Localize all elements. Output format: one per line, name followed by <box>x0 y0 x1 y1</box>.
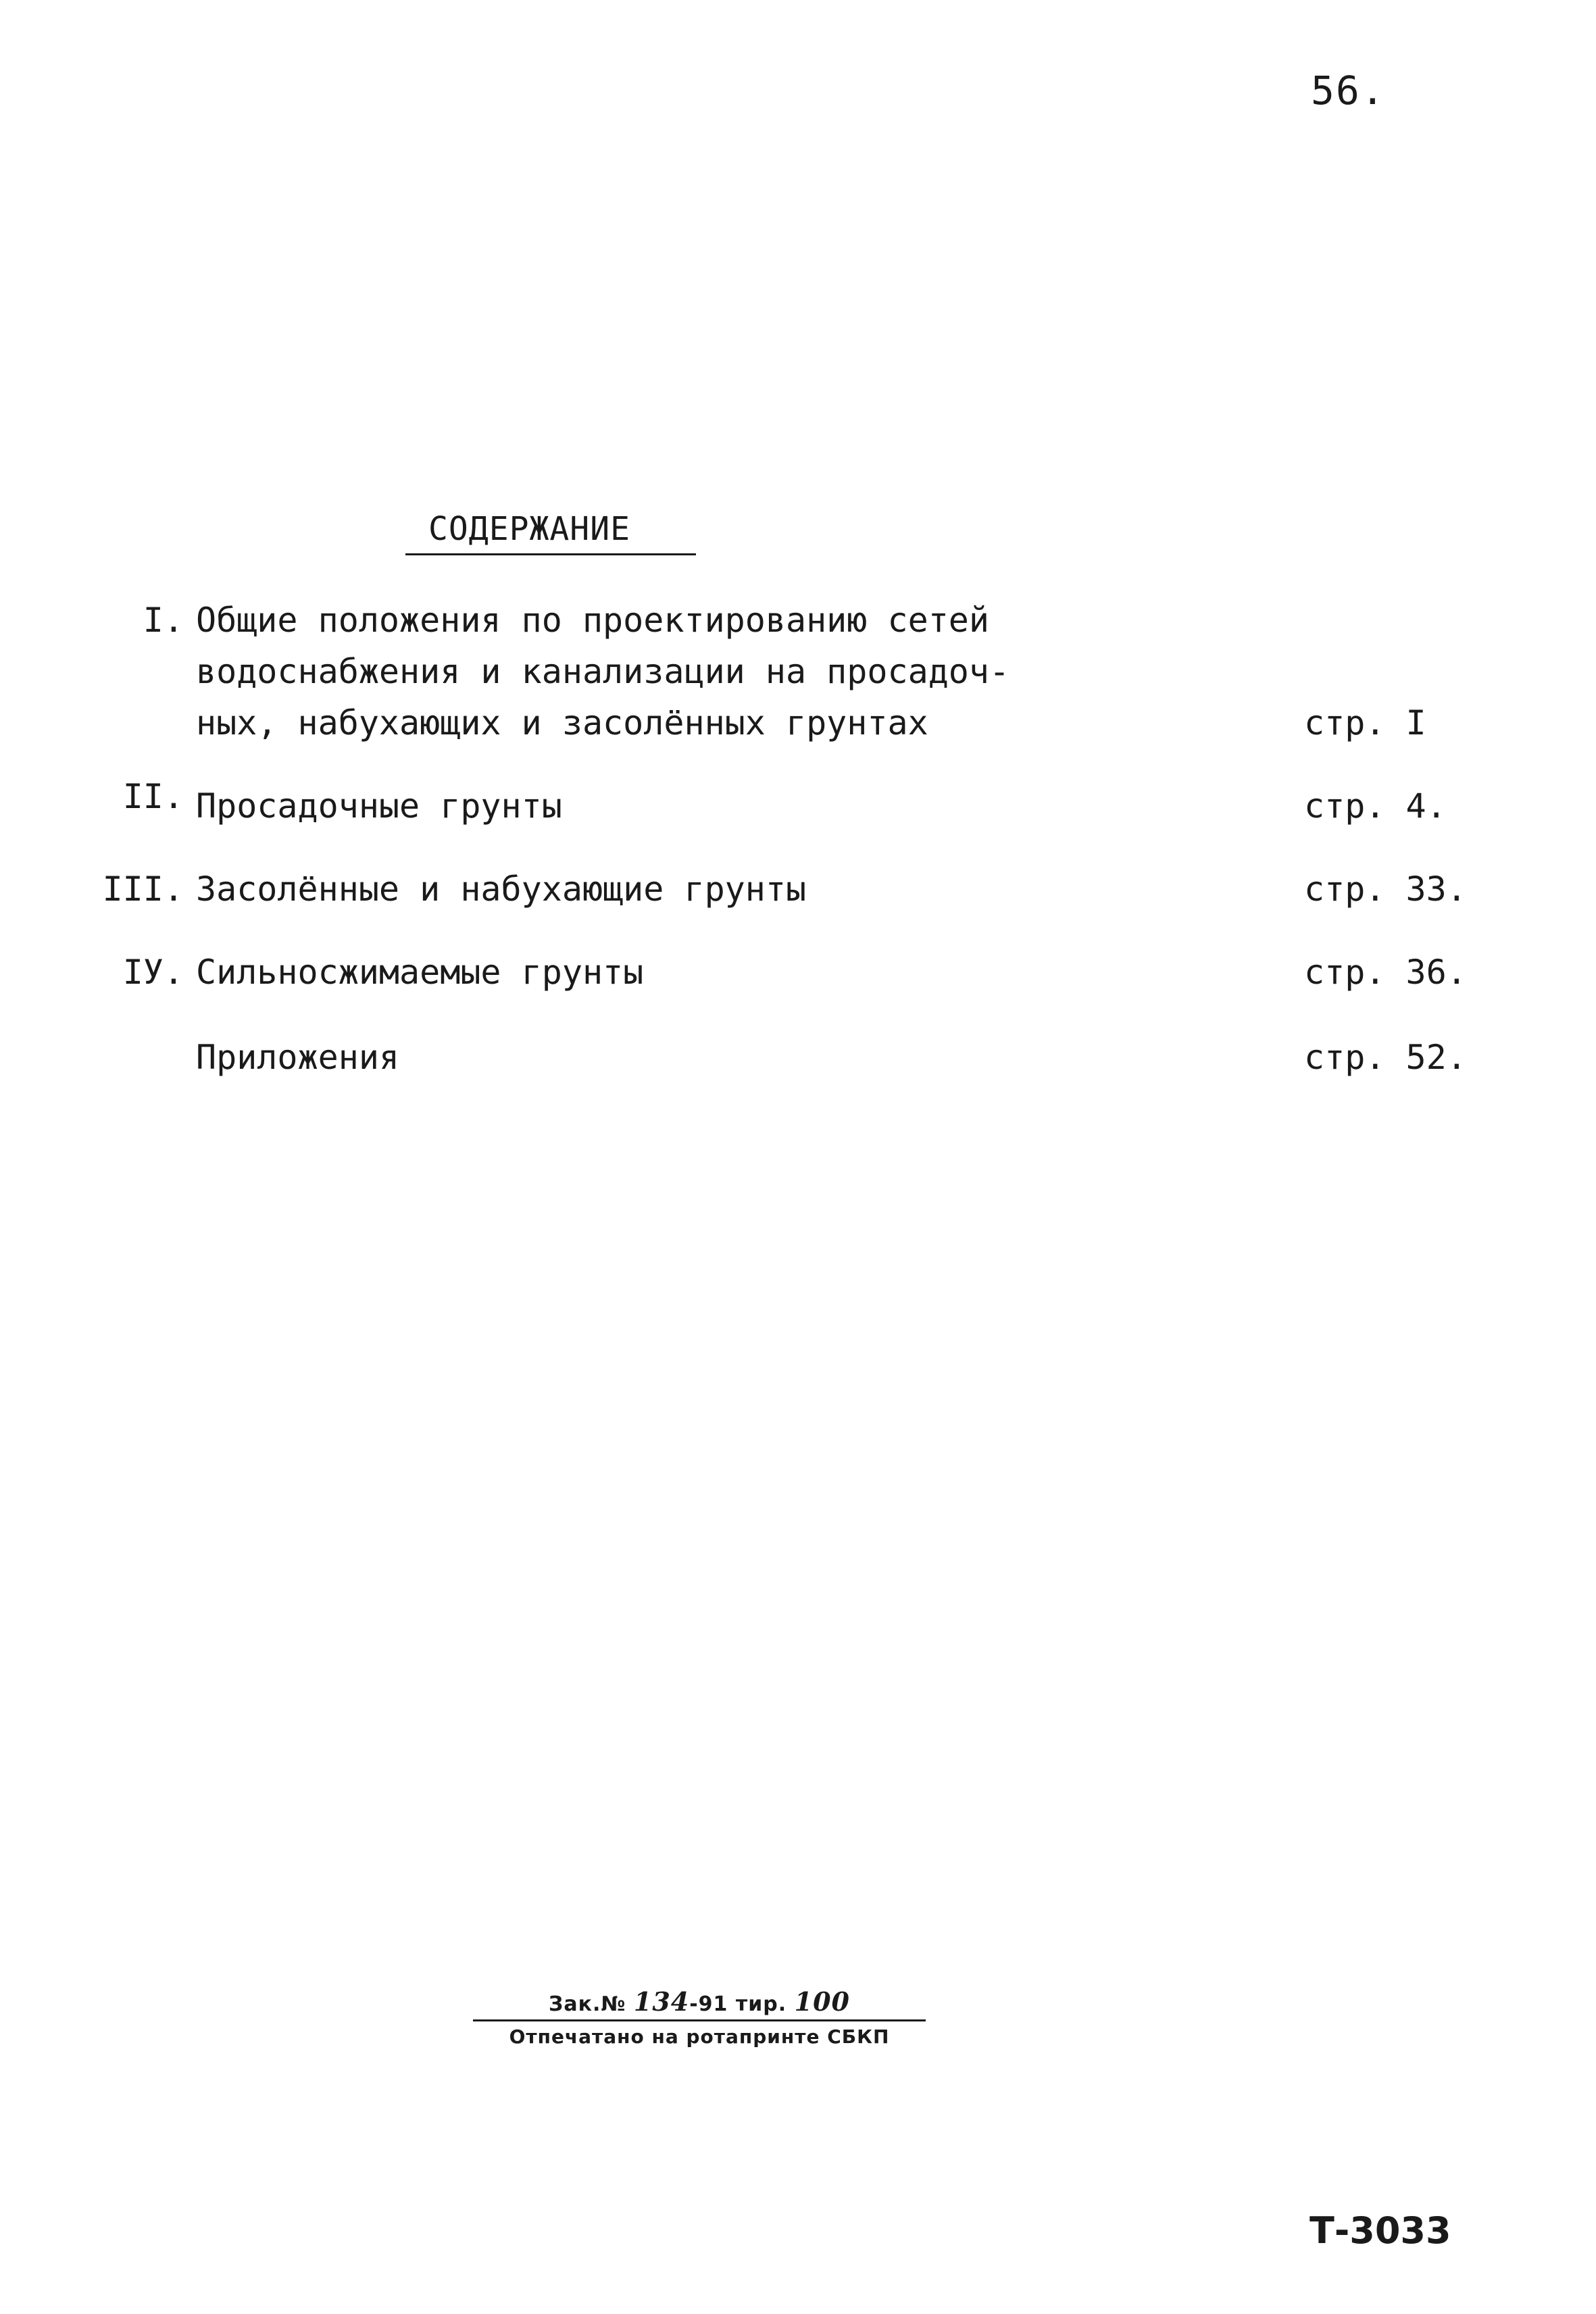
toc-entry-number: IУ. <box>122 953 184 992</box>
order-number: 134 <box>633 1986 690 2017</box>
toc-entry-line: водоснабжения и канализации на просадоч- <box>196 652 1010 691</box>
toc-entry-page: стр. I <box>1304 703 1426 743</box>
toc-entry-number: II. <box>122 777 184 816</box>
page-number: 56. <box>1311 68 1386 114</box>
toc-entry-title <box>196 595 1009 749</box>
toc-entry-page: стр. 36. <box>1304 953 1467 992</box>
toc-entry-title <box>196 780 562 832</box>
toc-entry-line: ных, набухающих и засолённых грунтах <box>196 703 928 743</box>
toc-entry-number: I. <box>143 601 184 640</box>
order-prefix: Зак.№ <box>549 1992 626 2016</box>
order-year: -91 <box>689 1992 728 2016</box>
toc-entry-page: стр. 52. <box>1304 1038 1467 1077</box>
toc-entry-line: Засолённые и набухающие грунты <box>196 870 807 909</box>
document-code: Т-3033 <box>1310 2209 1451 2252</box>
printed-note: Отпечатано на ротапринте СБКП <box>509 2026 890 2048</box>
run-count: 100 <box>794 1986 850 2017</box>
toc-entry-title <box>196 947 643 998</box>
order-line <box>473 1986 926 2021</box>
run-label: тир. <box>735 1992 787 2016</box>
toc-entry-page: стр. 4. <box>1304 786 1447 826</box>
toc-entry-number: III. <box>102 870 184 909</box>
toc-entry-title <box>196 1032 399 1083</box>
print-imprint <box>473 1986 926 2048</box>
toc-title <box>405 510 696 555</box>
toc-entry-page: стр. 33. <box>1304 870 1467 909</box>
toc-entry-line: Просадочные грунты <box>196 786 562 826</box>
toc-title-text: СОДЕРЖАНИЕ <box>428 510 630 548</box>
toc-entry-line: Приложения <box>196 1038 400 1077</box>
toc-entry-line: Общие положения по проектированию сетей <box>196 601 989 640</box>
toc-entry-line: Сильносжимаемые грунты <box>196 953 644 992</box>
toc-entry-title <box>196 863 806 915</box>
